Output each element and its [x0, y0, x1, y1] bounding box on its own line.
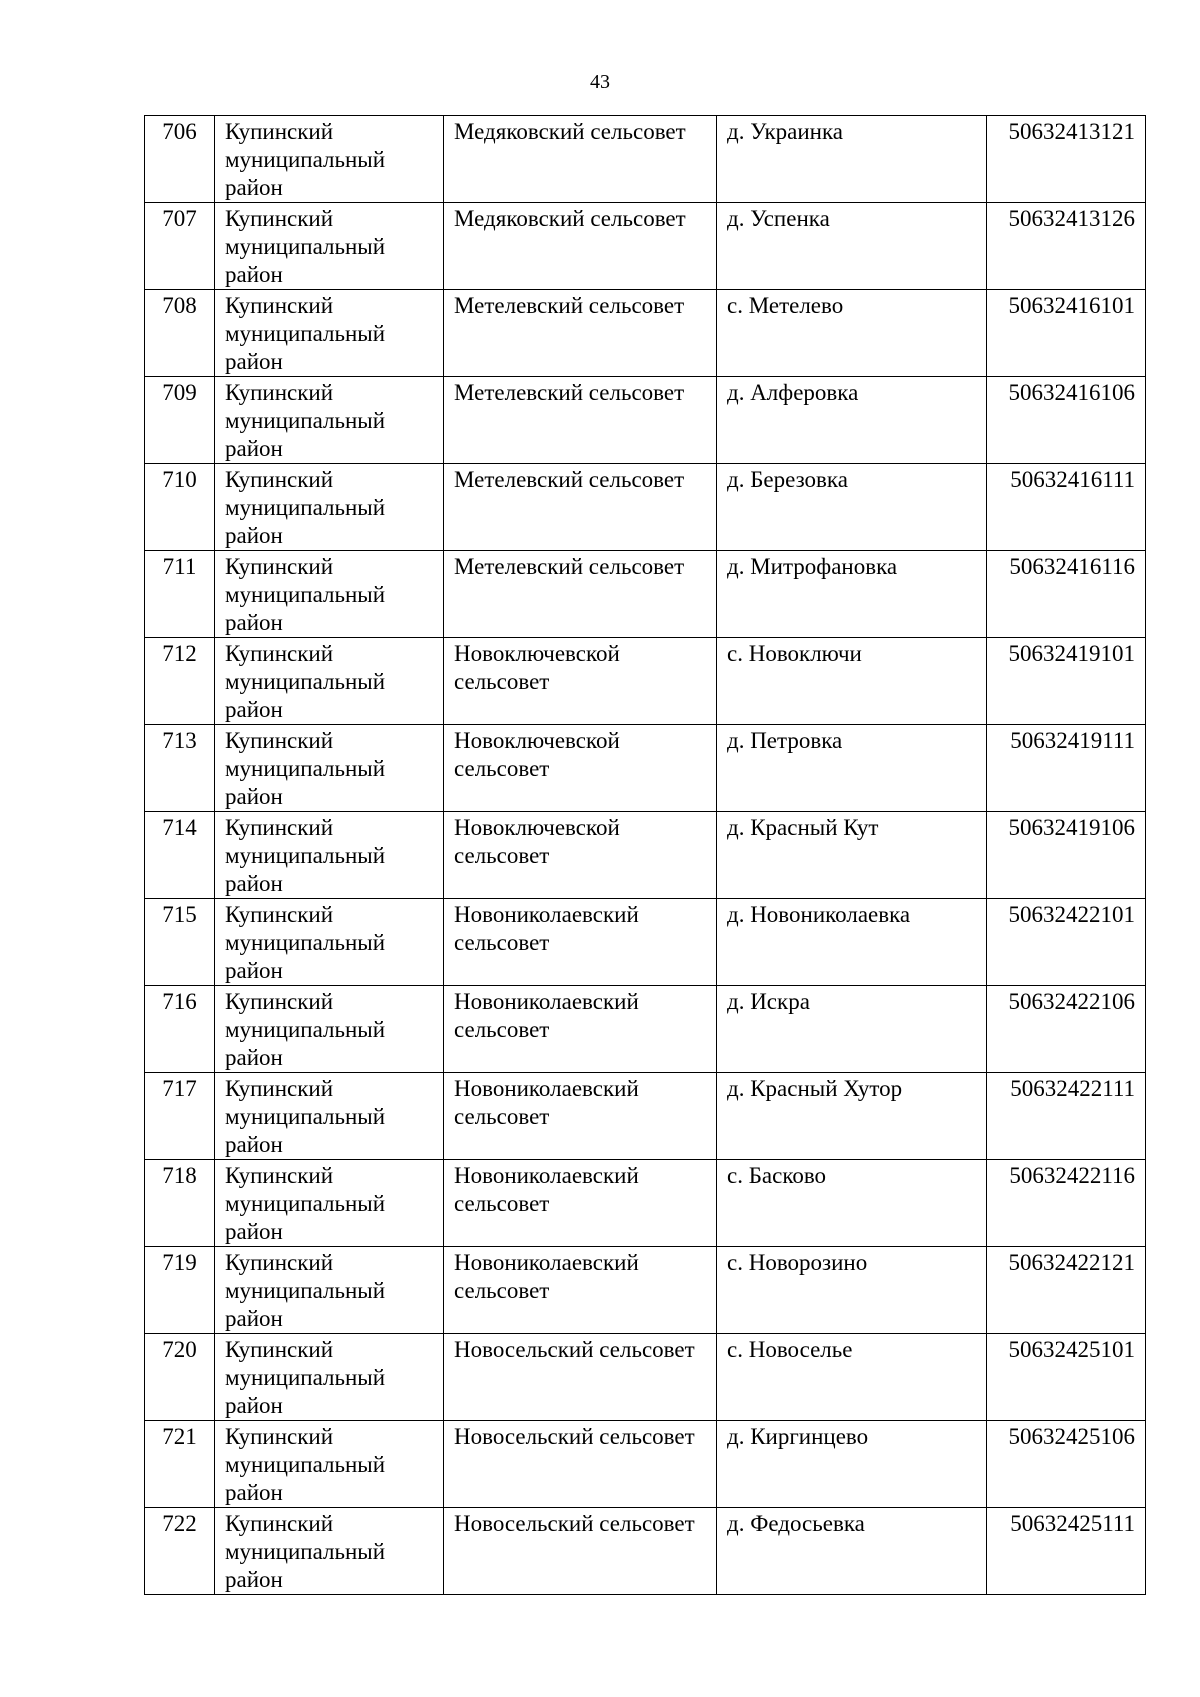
- settlement-cell: д. Березовка: [717, 464, 987, 551]
- council-cell: Метелевский сельсовет: [444, 377, 717, 464]
- row-number-cell: 715: [145, 899, 215, 986]
- district-cell: Купинский муниципальный район: [215, 812, 444, 899]
- table-row: [145, 725, 1146, 812]
- settlement-cell: д. Новониколаевка: [717, 899, 987, 986]
- district-cell: Купинский муниципальный район: [215, 1073, 444, 1160]
- district-cell: Купинский муниципальный район: [215, 1160, 444, 1247]
- council-cell: Новоключевской сельсовет: [444, 812, 717, 899]
- table-row: [145, 377, 1146, 464]
- district-cell: Купинский муниципальный район: [215, 290, 444, 377]
- code-cell: 50632422101: [987, 899, 1146, 986]
- district-cell: Купинский муниципальный район: [215, 1334, 444, 1421]
- district-cell: Купинский муниципальный район: [215, 116, 444, 203]
- code-cell: 50632425106: [987, 1421, 1146, 1508]
- row-number-cell: 720: [145, 1334, 215, 1421]
- table-row: [145, 638, 1146, 725]
- code-cell: 50632422111: [987, 1073, 1146, 1160]
- code-cell: 50632425101: [987, 1334, 1146, 1421]
- code-cell: 50632416101: [987, 290, 1146, 377]
- code-cell: 50632422106: [987, 986, 1146, 1073]
- council-cell: Метелевский сельсовет: [444, 290, 717, 377]
- settlement-cell: д. Красный Кут: [717, 812, 987, 899]
- table-row: [145, 1073, 1146, 1160]
- code-cell: 50632422121: [987, 1247, 1146, 1334]
- table-row: [145, 116, 1146, 203]
- row-number-cell: 708: [145, 290, 215, 377]
- table-row: [145, 1421, 1146, 1508]
- settlement-cell: с. Метелево: [717, 290, 987, 377]
- district-cell: Купинский муниципальный район: [215, 551, 444, 638]
- table-row: [145, 290, 1146, 377]
- code-cell: 50632425111: [987, 1508, 1146, 1595]
- row-number-cell: 721: [145, 1421, 215, 1508]
- page-number: 43: [590, 71, 610, 93]
- settlement-cell: д. Федосьевка: [717, 1508, 987, 1595]
- table-row: [145, 1160, 1146, 1247]
- district-cell: Купинский муниципальный район: [215, 203, 444, 290]
- district-cell: Купинский муниципальный район: [215, 725, 444, 812]
- code-cell: 50632413121: [987, 116, 1146, 203]
- settlement-cell: д. Красный Хутор: [717, 1073, 987, 1160]
- settlements-table: [144, 115, 1146, 1595]
- row-number-cell: 718: [145, 1160, 215, 1247]
- settlement-cell: д. Украинка: [717, 116, 987, 203]
- row-number-cell: 706: [145, 116, 215, 203]
- table-row: [145, 1334, 1146, 1421]
- code-cell: 50632413126: [987, 203, 1146, 290]
- code-cell: 50632419106: [987, 812, 1146, 899]
- settlement-cell: с. Новорозино: [717, 1247, 987, 1334]
- code-cell: 50632422116: [987, 1160, 1146, 1247]
- settlement-cell: д. Киргинцево: [717, 1421, 987, 1508]
- council-cell: Новоключевской сельсовет: [444, 638, 717, 725]
- row-number-cell: 714: [145, 812, 215, 899]
- council-cell: Новониколаевский сельсовет: [444, 899, 717, 986]
- table-row: [145, 1247, 1146, 1334]
- council-cell: Новониколаевский сельсовет: [444, 1247, 717, 1334]
- row-number-cell: 719: [145, 1247, 215, 1334]
- table-row: [145, 203, 1146, 290]
- code-cell: 50632416116: [987, 551, 1146, 638]
- settlement-cell: д. Успенка: [717, 203, 987, 290]
- row-number-cell: 716: [145, 986, 215, 1073]
- settlement-cell: д. Алферовка: [717, 377, 987, 464]
- table-row: [145, 812, 1146, 899]
- district-cell: Купинский муниципальный район: [215, 464, 444, 551]
- district-cell: Купинский муниципальный район: [215, 899, 444, 986]
- council-cell: Метелевский сельсовет: [444, 551, 717, 638]
- council-cell: Медяковский сельсовет: [444, 203, 717, 290]
- table-row: [145, 899, 1146, 986]
- district-cell: Купинский муниципальный район: [215, 638, 444, 725]
- district-cell: Купинский муниципальный район: [215, 1247, 444, 1334]
- code-cell: 50632416106: [987, 377, 1146, 464]
- table-row: [145, 986, 1146, 1073]
- settlement-cell: д. Петровка: [717, 725, 987, 812]
- council-cell: Метелевский сельсовет: [444, 464, 717, 551]
- settlement-cell: с. Новоключи: [717, 638, 987, 725]
- settlement-cell: д. Митрофановка: [717, 551, 987, 638]
- settlement-cell: с. Новоселье: [717, 1334, 987, 1421]
- code-cell: 50632419111: [987, 725, 1146, 812]
- council-cell: Новониколаевский сельсовет: [444, 986, 717, 1073]
- district-cell: Купинский муниципальный район: [215, 986, 444, 1073]
- council-cell: Новониколаевский сельсовет: [444, 1073, 717, 1160]
- row-number-cell: 712: [145, 638, 215, 725]
- code-cell: 50632416111: [987, 464, 1146, 551]
- district-cell: Купинский муниципальный район: [215, 1508, 444, 1595]
- row-number-cell: 711: [145, 551, 215, 638]
- settlement-cell: д. Искра: [717, 986, 987, 1073]
- code-cell: 50632419101: [987, 638, 1146, 725]
- row-number-cell: 710: [145, 464, 215, 551]
- district-cell: Купинский муниципальный район: [215, 1421, 444, 1508]
- table-row: [145, 1508, 1146, 1595]
- row-number-cell: 707: [145, 203, 215, 290]
- table-row: [145, 464, 1146, 551]
- council-cell: Новоключевской сельсовет: [444, 725, 717, 812]
- row-number-cell: 717: [145, 1073, 215, 1160]
- row-number-cell: 713: [145, 725, 215, 812]
- settlement-cell: с. Басково: [717, 1160, 987, 1247]
- council-cell: Новосельский сельсовет: [444, 1334, 717, 1421]
- council-cell: Новосельский сельсовет: [444, 1421, 717, 1508]
- table-body: [145, 116, 1146, 1595]
- council-cell: Медяковский сельсовет: [444, 116, 717, 203]
- council-cell: Новониколаевский сельсовет: [444, 1160, 717, 1247]
- district-cell: Купинский муниципальный район: [215, 377, 444, 464]
- table-row: [145, 551, 1146, 638]
- row-number-cell: 722: [145, 1508, 215, 1595]
- council-cell: Новосельский сельсовет: [444, 1508, 717, 1595]
- row-number-cell: 709: [145, 377, 215, 464]
